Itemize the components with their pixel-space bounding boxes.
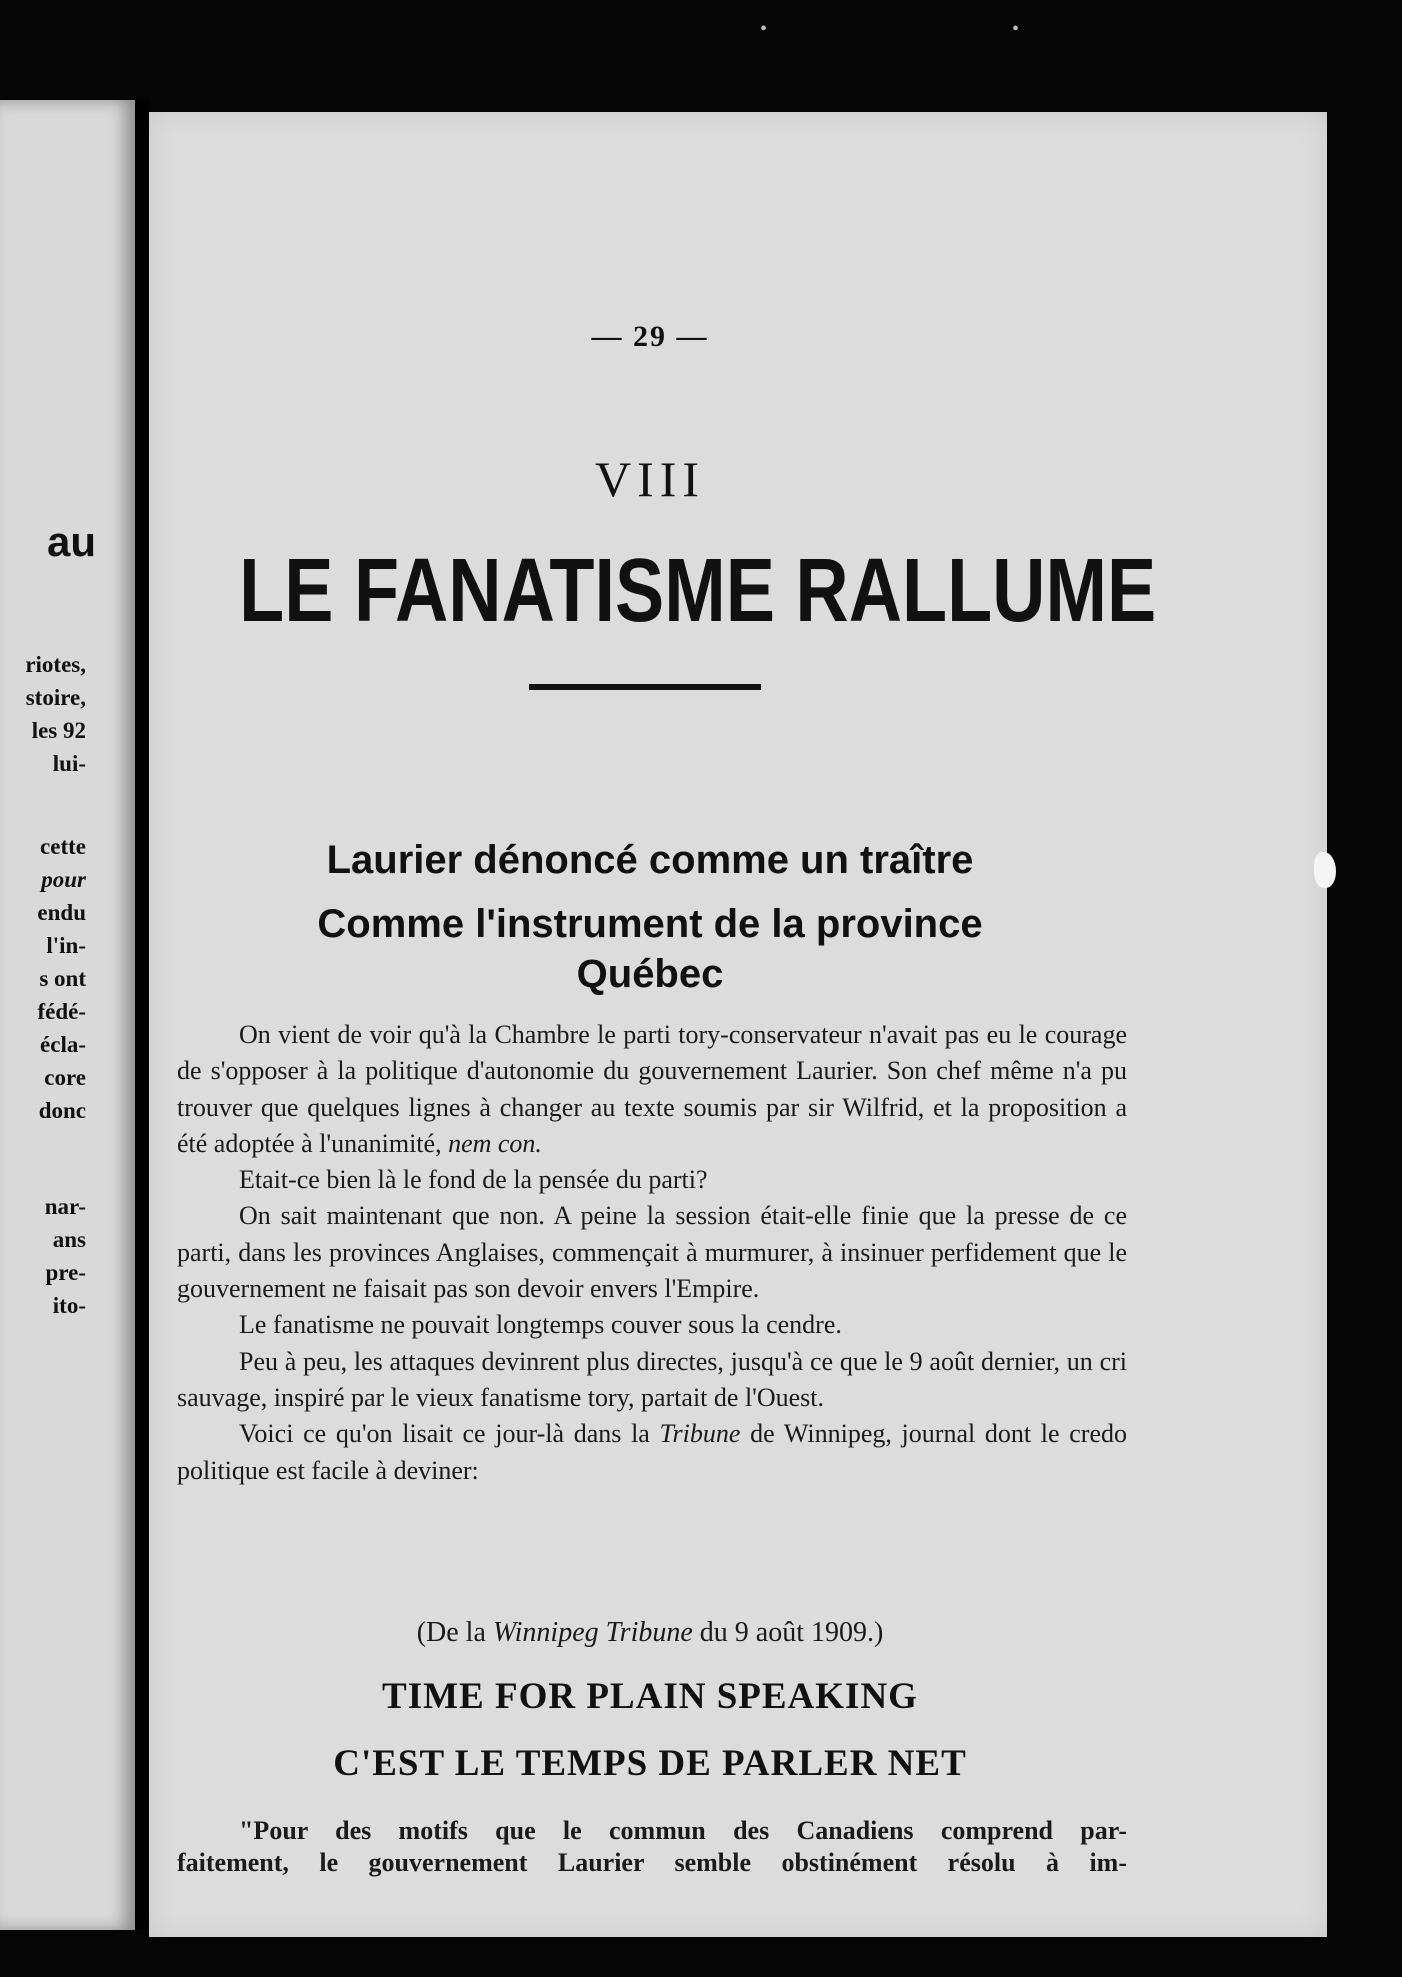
left-page-line: endu bbox=[37, 900, 86, 925]
left-page-text-group bbox=[0, 1028, 86, 1127]
quote-line: "Pour des motifs que le commun des Canadiens comprend par- bbox=[239, 1816, 1127, 1845]
left-page-heading: au bbox=[46, 518, 96, 565]
left-page-text-group bbox=[0, 830, 86, 1028]
left-page-line: ans bbox=[52, 1227, 86, 1252]
left-page-line: lui- bbox=[52, 751, 86, 776]
paragraph: Voici ce qu'on lisait ce jour-là dans la Tribune de Winnipeg, journal dont le credo politique est facile à deviner: bbox=[177, 1419, 1127, 1485]
paragraph: Le fanatisme ne pouvait longtemps couver sous la cendre. bbox=[239, 1310, 842, 1340]
left-page-line: core bbox=[44, 1065, 86, 1090]
left-page-line: pour bbox=[41, 867, 86, 892]
title-rule bbox=[529, 684, 761, 690]
left-facing-page bbox=[0, 100, 135, 1930]
left-page-line: pre- bbox=[45, 1260, 86, 1285]
left-page-line: les 92 bbox=[31, 718, 86, 743]
left-page-line: écla- bbox=[40, 1032, 86, 1057]
left-page-line: nar- bbox=[44, 1194, 86, 1219]
left-page-text-group bbox=[0, 648, 86, 780]
quoted-text bbox=[177, 1815, 1127, 1879]
left-page-line: s ont bbox=[39, 966, 86, 991]
scan-specks: • • bbox=[760, 18, 1140, 40]
left-page-line: fédé- bbox=[37, 999, 86, 1024]
chapter-numeral: VIII bbox=[594, 451, 706, 507]
body-text bbox=[177, 1017, 1127, 1489]
italic-phrase: Tribune bbox=[659, 1419, 741, 1449]
english-headline: TIME FOR PLAIN SPEAKING bbox=[382, 1676, 918, 1717]
page-number: — 29 — bbox=[591, 320, 709, 353]
paragraph: On vient de voir qu'à la Chambre le parti tory-conservateur n'avait pas eu le courage de s'opposer à la politique d'autonomie du gouvernement Laurier. Son chef même n'a pu trouver que quelques lignes à changer au texte soumis par sir Wilfrid, et la proposition a été adoptée à l'unanimité, nem con. bbox=[177, 1020, 1127, 1158]
italic-phrase: nem con. bbox=[448, 1128, 542, 1158]
paragraph: Etait-ce bien là le fond de la pensée du parti? bbox=[239, 1165, 708, 1195]
left-page-line: riotes, bbox=[25, 652, 86, 677]
left-page-line: ito- bbox=[52, 1293, 86, 1318]
left-page-line: donc bbox=[38, 1098, 86, 1123]
subtitle-line-3: Québec bbox=[576, 952, 724, 996]
paragraph: On sait maintenant que non. A peine la session était-elle finie que la presse de ce parti, dans les provinces Anglaises, commençait à murmurer, à insinuer perfidement que le gouvernement ne faisait pas son devoir envers l'Empire. bbox=[177, 1201, 1127, 1304]
paragraph: Peu à peu, les attaques devinrent plus directes, jusqu'à ce que le 9 août dernier, un cri sauvage, inspiré par le vieux fanatisme tory, partait de l'Ouest. bbox=[177, 1346, 1127, 1412]
right-page bbox=[149, 112, 1327, 1937]
source-citation: (De la Winnipeg Tribune du 9 août 1909.) bbox=[416, 1617, 884, 1648]
left-page-line: cette bbox=[40, 834, 86, 859]
left-page-text-group bbox=[0, 1190, 86, 1322]
left-page-line: stoire, bbox=[25, 685, 86, 710]
book-binding bbox=[135, 100, 149, 1930]
paper-tear-mark bbox=[1314, 852, 1336, 888]
subtitle-line-1: Laurier dénoncé comme un traître bbox=[326, 838, 974, 882]
chapter-title: LE FANATISME RALLUME bbox=[239, 541, 1157, 641]
left-page-line: l'in- bbox=[46, 933, 86, 958]
subtitle-line-2: Comme l'instrument de la province bbox=[317, 902, 983, 946]
quote-line: faitement, le gouvernement Laurier semble obstinément résolu à im- bbox=[177, 1848, 1127, 1877]
french-headline: C'EST LE TEMPS DE PARLER NET bbox=[333, 1743, 967, 1784]
